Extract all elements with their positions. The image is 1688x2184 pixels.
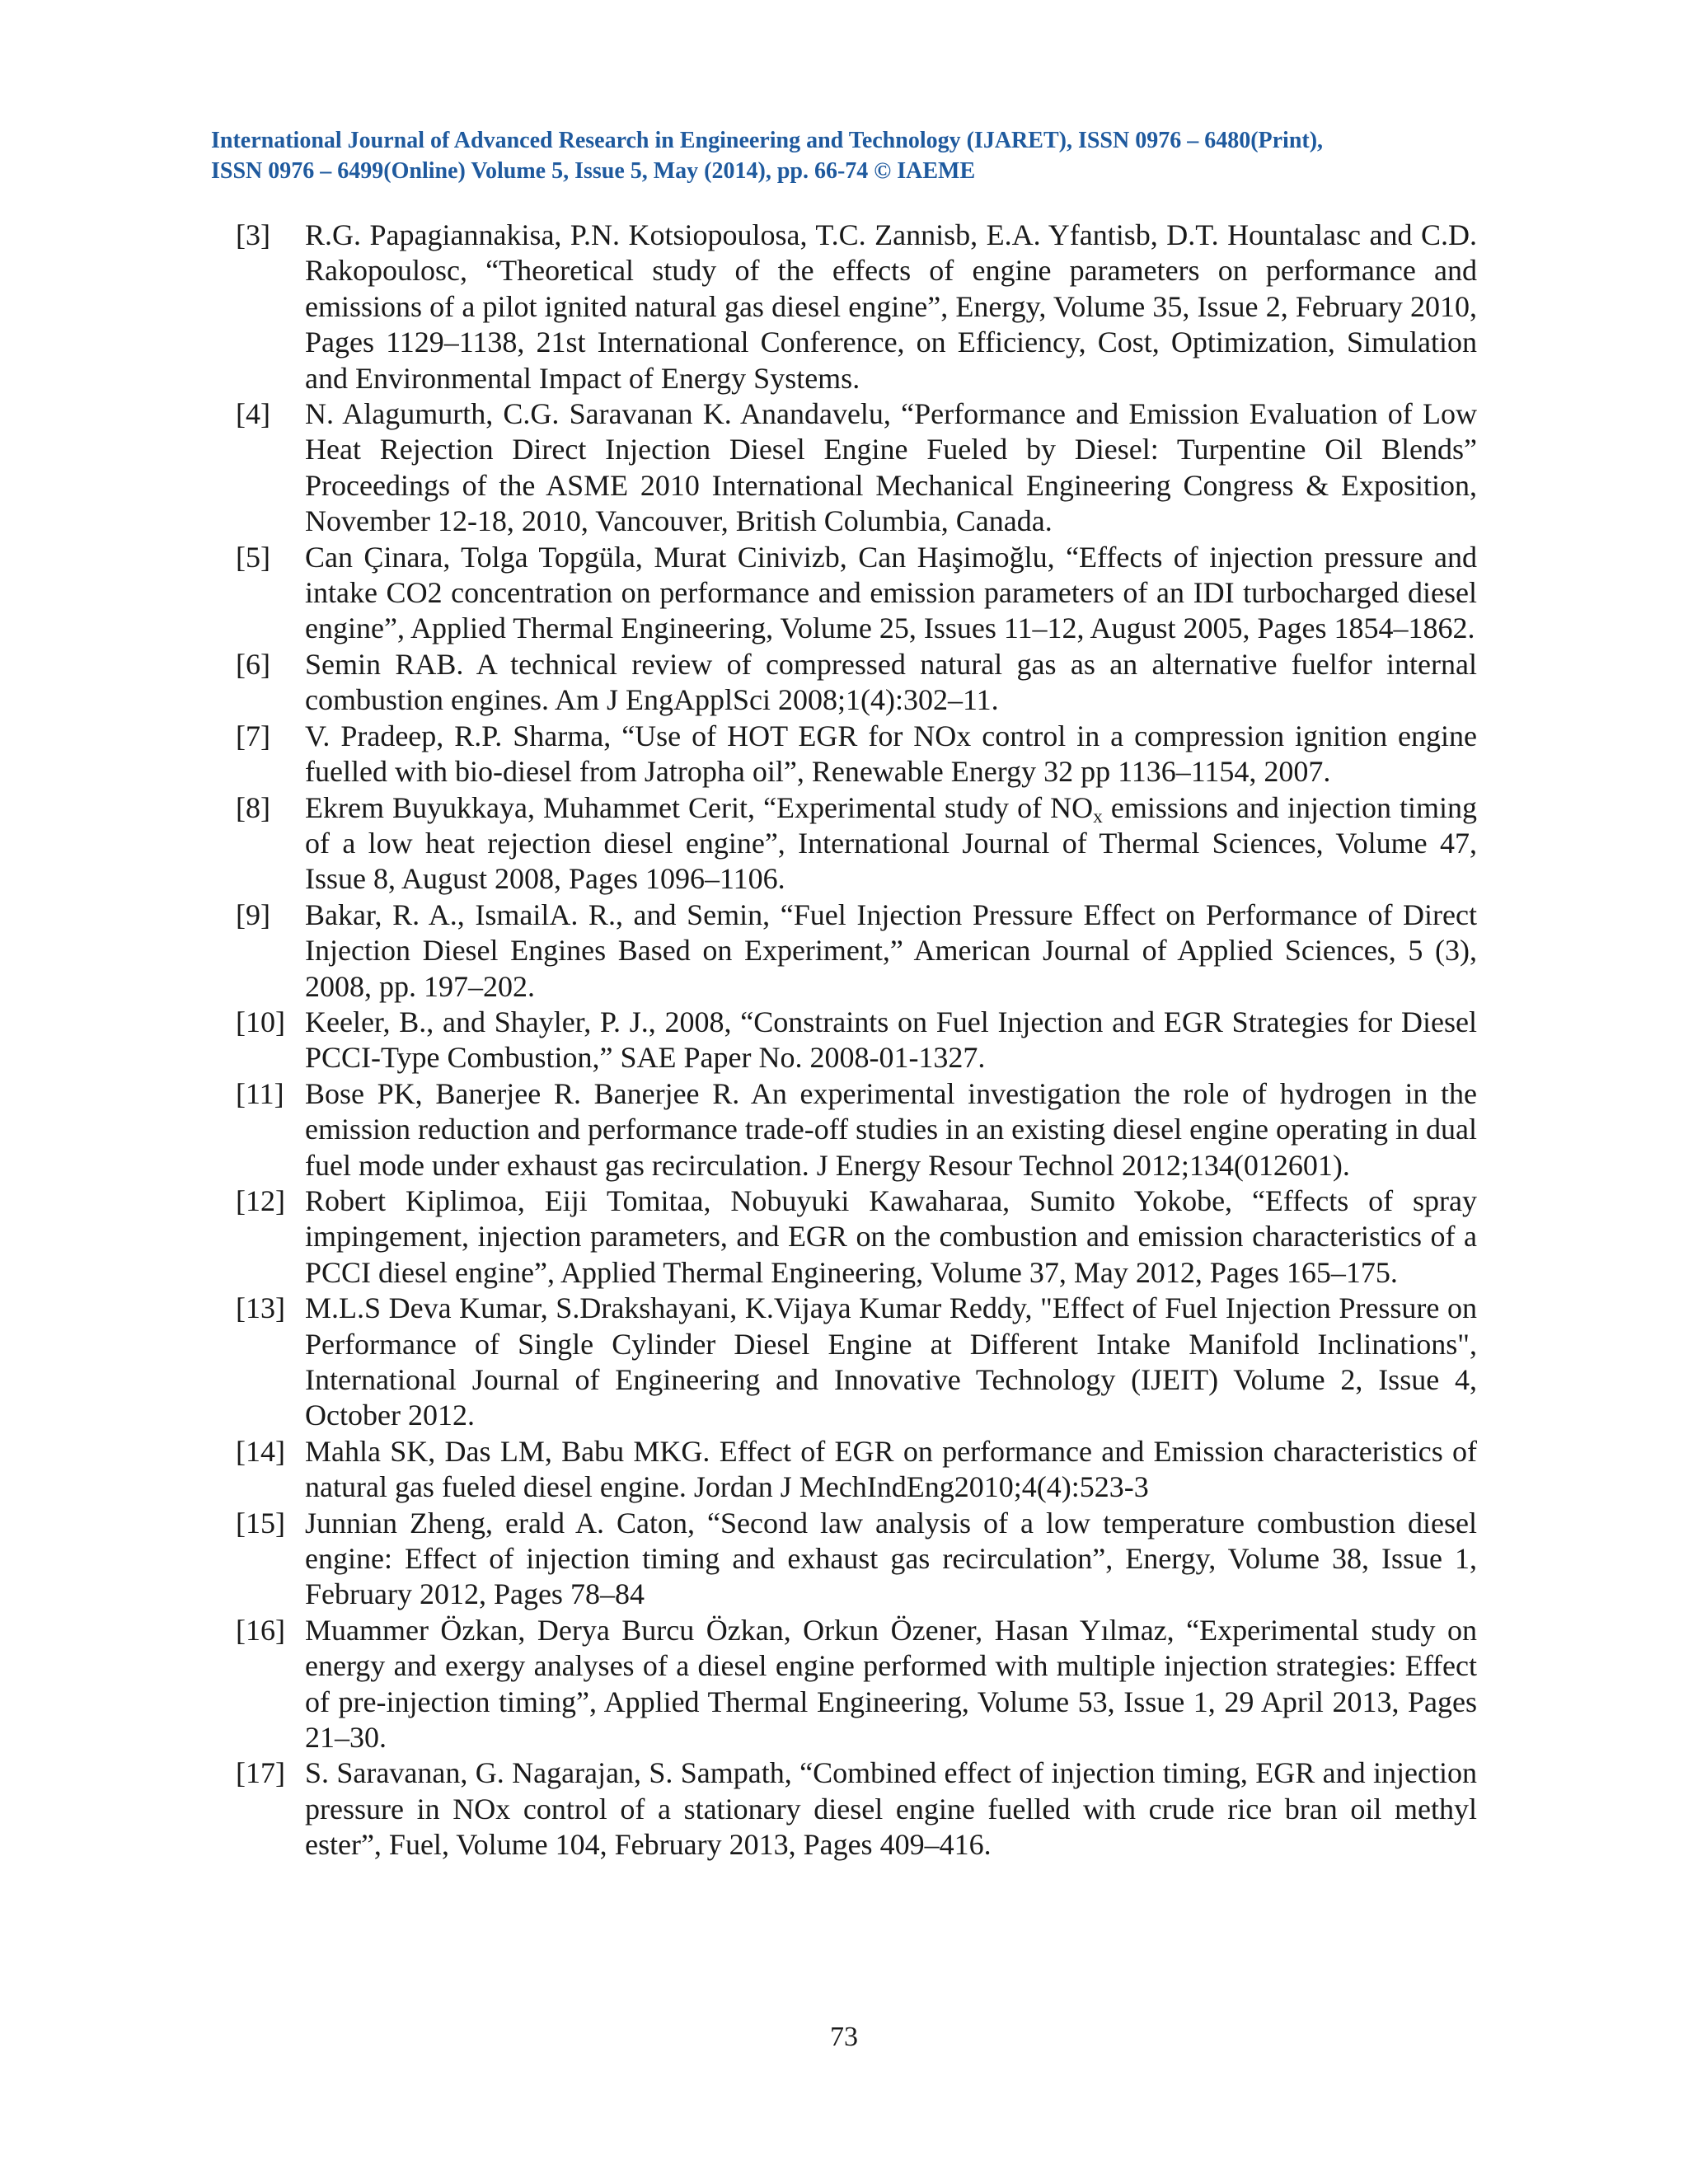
reference-text: Keeler, B., and Shayler, P. J., 2008, “Constraints on Fuel Injection and EGR Strategies for Diesel PCCI-Type Combustion,” SAE Paper No. 2008-01-1327. [305,1005,1477,1075]
reference-number: [5] [236,540,270,574]
reference-text-part-2: emissions and injection timing of a low heat rejection diesel engine”, International Journal of Thermal Sciences, Volume 47, Issue 8, August 2008, Pages 1096–1106. [305,790,1478,896]
reference-10 [236,1005,1477,1076]
reference-3 [236,218,1477,396]
reference-6 [236,647,1477,719]
reference-13 [236,1291,1477,1434]
reference-text: S. Saravanan, G. Nagarajan, S. Sampath, “Combined effect of injection timing, EGR and injection pressure in NOx control of a stationary diesel engine fuelled with crude rice bran oil methyl ester”, Fuel, Volume 104, February 2013, Pages 409–416. [305,1756,1477,1862]
reference-number: [12] [236,1183,285,1217]
reference-7 [236,719,1477,790]
page-number: 73 [830,2022,858,2052]
reference-17 [236,1755,1477,1863]
journal-header-line-2: ISSN 0976 – 6499(Online) Volume 5, Issue 5, May (2014), pp. 66-74 © IAEME [211,158,976,184]
reference-text: Mahla SK, Das LM, Babu MKG. Effect of EGR on performance and Emission characteristics of natural gas fueled diesel engine. Jordan J MechIndEng2010;4(4):523-3 [305,1434,1477,1504]
reference-list [236,218,1477,1863]
journal-header-line-1: International Journal of Advanced Research in Engineering and Technology (IJARET), ISSN 0976 – 6480(Print), [211,128,1324,153]
reference-text: Bose PK, Banerjee R. Banerjee R. An experimental investigation the role of hydrogen in the emission reduction and performance trade-off studies in an existing diesel engine operating in dual fuel mode under exhaust gas recirculation. J Energy Resour Technol 2012;134(012601). [305,1076,1477,1182]
reference-number: [13] [236,1291,285,1325]
reference-12 [236,1183,1477,1291]
reference-number: [17] [236,1756,285,1790]
reference-number: [15] [236,1506,285,1540]
reference-number: [4] [236,397,270,431]
reference-5 [236,540,1477,647]
reference-text: N. Alagumurth, C.G. Saravanan K. Anandavelu, “Performance and Emission Evaluation of Low Heat Rejection Direct Injection Diesel Engine Fueled by Diesel: Turpentine Oil Blends” Proceedings of the ASME 2010 International Mechanical Engineering Congress & Exposition, November 12-18, 2010, Vancouver, British Columbia, Canada. [305,397,1477,538]
reference-number: [3] [236,218,270,251]
reference-9 [236,898,1477,1005]
subscript-x: x [1093,805,1103,827]
reference-text [305,790,1477,898]
reference-number: [16] [236,1613,285,1647]
reference-text: R.G. Papagiannakisa, P.N. Kotsiopoulosa, T.C. Zannisb, E.A. Yfantisb, D.T. Hountalasc and C.D. Rakopoulosc, “Theoretical study of the effects of engine parameters on performance and emissions of a pilot ignited natural gas diesel engine”, Energy, Volume 35, Issue 2, February 2010, Pages 1129–1138, 21st International Conference, on Efficiency, Cost, Optimization, Simulation and Environmental Impact of Energy Systems. [305,218,1477,395]
reference-number: [11] [236,1076,284,1110]
reference-16 [236,1613,1477,1756]
journal-header [211,125,1480,186]
reference-15 [236,1506,1477,1613]
reference-number: [10] [236,1005,285,1038]
reference-text: Can Çinara, Tolga Topgüla, Murat Cinivizb, Can Haşimoğlu, “Effects of injection pressure and intake CO2 concentration on performance and emission parameters of an IDI turbocharged diesel engine”, Applied Thermal Engineering, Volume 25, Issues 11–12, August 2005, Pages 1854–1862. [305,540,1477,645]
reference-number: [14] [236,1434,285,1468]
reference-text: Bakar, R. A., IsmailA. R., and Semin, “Fuel Injection Pressure Effect on Performance of Direct Injection Diesel Engines Based on Experiment,” American Journal of Applied Sciences, 5 (3), 2008, pp. 197–202. [305,898,1477,1003]
reference-number: [9] [236,898,270,931]
reference-text: M.L.S Deva Kumar, S.Drakshayani, K.Vijaya Kumar Reddy, "Effect of Fuel Injection Pressure on Performance of Single Cylinder Diesel Engine at Different Intake Manifold Inclinations", International Journal of Engineering and Innovative Technology (IJEIT) Volume 2, Issue 4, October 2012. [305,1291,1477,1432]
reference-14 [236,1434,1477,1506]
reference-8 [236,790,1477,898]
reference-text-part-1: Ekrem Buyukkaya, Muhammet Cerit, “Experimental study of NO [305,790,1094,824]
reference-number: [6] [236,647,270,681]
reference-text: Junnian Zheng, erald A. Caton, “Second law analysis of a low temperature combustion diesel engine: Effect of injection timing and exhaust gas recirculation”, Energy, Volume 38, Issue 1, February 2012, Pages 78–84 [305,1506,1477,1611]
reference-number: [7] [236,719,270,752]
reference-number: [8] [236,790,270,824]
reference-text: Robert Kiplimoa, Eiji Tomitaa, Nobuyuki Kawaharaa, Sumito Yokobe, “Effects of spray impingement, injection parameters, and EGR on the combustion and emission characteristics of a PCCI diesel engine”, Applied Thermal Engineering, Volume 37, May 2012, Pages 165–175. [305,1183,1477,1289]
reference-11 [236,1076,1477,1183]
reference-text: Semin RAB. A technical review of compressed natural gas as an alternative fuelfor internal combustion engines. Am J EngApplSci 2008;1(4):302–11. [305,647,1477,717]
reference-text: V. Pradeep, R.P. Sharma, “Use of HOT EGR for NOx control in a compression ignition engine fuelled with bio-diesel from Jatropha oil”, Renewable Energy 32 pp 1136–1154, 2007. [305,719,1477,789]
reference-text: Muammer Özkan, Derya Burcu Özkan, Orkun Özener, Hasan Yılmaz, “Experimental study on energy and exergy analyses of a diesel engine performed with multiple injection strategies: Effect of pre-injection timing”, Applied Thermal Engineering, Volume 53, Issue 1, 29 April 2013, Pages 21–30. [305,1613,1477,1755]
reference-4 [236,396,1477,540]
